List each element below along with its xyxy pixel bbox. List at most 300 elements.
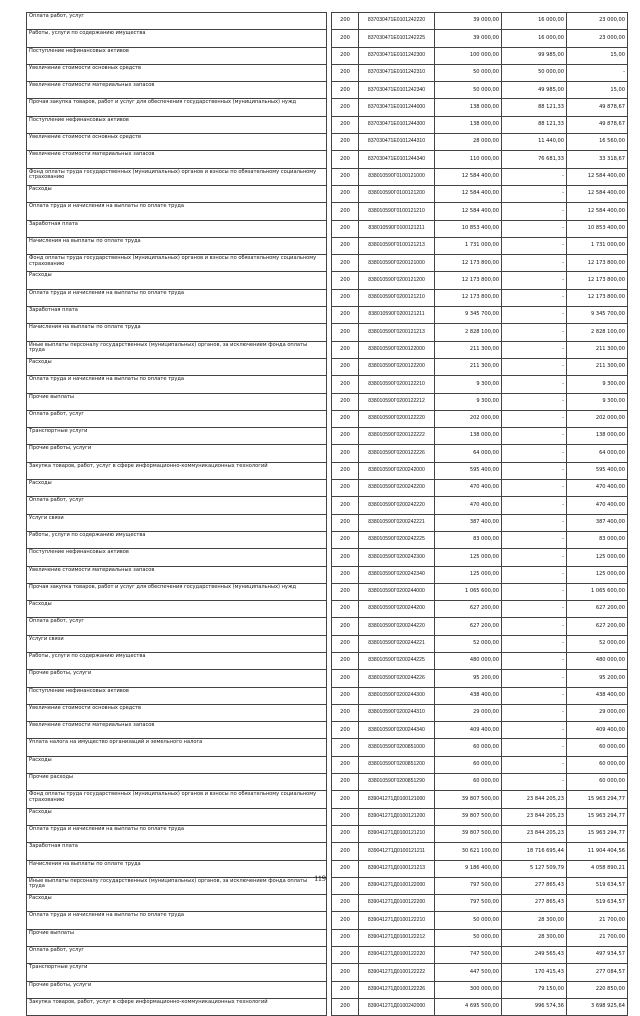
executed-amount: - <box>502 324 567 341</box>
executed-amount: - <box>502 462 567 479</box>
approved-amount: 83 000,00 <box>435 531 502 548</box>
approved-amount: 50 000,00 <box>435 929 502 946</box>
budget-code: 838010590Г0200244340 <box>359 722 435 739</box>
table-row <box>27 393 628 410</box>
budget-code: 838010590Г0200851290 <box>359 774 435 791</box>
line-code: 200 <box>332 151 359 168</box>
approved-amount: 470 400,00 <box>435 480 502 497</box>
table-row <box>27 652 628 669</box>
budget-code: 838010590Г0200121211 <box>359 307 435 324</box>
line-code: 200 <box>332 358 359 375</box>
executed-amount: - <box>502 531 567 548</box>
approved-amount: 9 186 400,00 <box>435 860 502 877</box>
line-code: 200 <box>332 947 359 964</box>
approved-amount: 125 000,00 <box>435 566 502 583</box>
budget-code: 839041271Д0100122212 <box>359 929 435 946</box>
line-code: 200 <box>332 652 359 669</box>
budget-code: 839041271Д0100121000 <box>359 791 435 808</box>
remainder-amount: 277 084,57 <box>567 964 628 981</box>
approved-amount: 438 400,00 <box>435 687 502 704</box>
row-name: Прочие работы, услуги <box>27 670 327 687</box>
executed-amount: - <box>502 445 567 462</box>
table-row <box>27 670 628 687</box>
approved-amount: 480 000,00 <box>435 652 502 669</box>
budget-code: 838010590Г0200244310 <box>359 704 435 721</box>
budget-code: 837030471Е0101244000 <box>359 99 435 116</box>
line-code: 200 <box>332 203 359 220</box>
budget-code: 837030471Е0101244340 <box>359 151 435 168</box>
remainder-amount: 595 400,00 <box>567 462 628 479</box>
executed-amount: 5 127 509,79 <box>502 860 567 877</box>
budget-code: 838010590Г0100121213 <box>359 237 435 254</box>
line-code: 200 <box>332 774 359 791</box>
approved-amount: 627 200,00 <box>435 618 502 635</box>
line-code: 200 <box>332 462 359 479</box>
row-name: Поступление нефинансовых активов <box>27 116 327 133</box>
row-name: Оплата труда и начисления на выплаты по оплате труда <box>27 289 327 306</box>
table-row <box>27 583 628 600</box>
remainder-amount: 15,00 <box>567 82 628 99</box>
approved-amount: 100 000,00 <box>435 47 502 64</box>
table-row <box>27 272 628 289</box>
remainder-amount: 138 000,00 <box>567 428 628 445</box>
row-name: Иные выплаты персоналу государственных (муниципальных) органов, за исключением фонда оплаты труда <box>27 341 327 358</box>
line-code: 200 <box>332 722 359 739</box>
row-name: Прочие работы, услуги <box>27 981 327 998</box>
row-name: Заработная плата <box>27 307 327 324</box>
executed-amount: 76 681,33 <box>502 151 567 168</box>
row-name: Увеличение стоимости материальных запасов <box>27 722 327 739</box>
budget-code: 838010590Г0200242220 <box>359 497 435 514</box>
line-code: 200 <box>332 895 359 912</box>
line-code: 200 <box>332 289 359 306</box>
remainder-amount: 470 400,00 <box>567 480 628 497</box>
row-name: Расходы <box>27 358 327 375</box>
line-code: 200 <box>332 964 359 981</box>
row-name: Оплата труда и начисления на выплаты по оплате труда <box>27 825 327 842</box>
budget-code: 838010590Г0100121210 <box>359 203 435 220</box>
budget-code: 837030471Е0101244310 <box>359 134 435 151</box>
line-code: 200 <box>332 47 359 64</box>
approved-amount: 125 000,00 <box>435 549 502 566</box>
budget-code: 838010590Г0200244226 <box>359 670 435 687</box>
table-row <box>27 566 628 583</box>
row-name: Поступление нефинансовых активов <box>27 47 327 64</box>
budget-code: 838010590Г0200851000 <box>359 739 435 756</box>
row-name: Начисления на выплаты по оплате труда <box>27 324 327 341</box>
executed-amount: - <box>502 566 567 583</box>
remainder-amount: 3 698 925,64 <box>567 998 628 1015</box>
remainder-amount: 83 000,00 <box>567 531 628 548</box>
remainder-amount: 23 000,00 <box>567 30 628 47</box>
page-number: 119 <box>314 874 326 883</box>
table-row <box>27 929 628 946</box>
remainder-amount: 4 058 890,21 <box>567 860 628 877</box>
executed-amount: 16 000,00 <box>502 13 567 30</box>
approved-amount: 60 000,00 <box>435 774 502 791</box>
approved-amount: 138 000,00 <box>435 99 502 116</box>
remainder-amount: 220 850,00 <box>567 981 628 998</box>
executed-amount: - <box>502 704 567 721</box>
budget-code: 838010590Г0200242000 <box>359 462 435 479</box>
budget-code: 838010590Г0100121000 <box>359 168 435 185</box>
approved-amount: 60 000,00 <box>435 756 502 773</box>
remainder-amount: 519 634,57 <box>567 895 628 912</box>
row-name: Фонд оплаты труда государственных (муниципальных) органов и взносы по обязательному социальному страхованию <box>27 791 327 808</box>
remainder-amount: 15,00 <box>567 47 628 64</box>
line-code: 200 <box>332 756 359 773</box>
table-row <box>27 618 628 635</box>
table-row <box>27 99 628 116</box>
row-name: Услуги связи <box>27 635 327 652</box>
row-name: Расходы <box>27 480 327 497</box>
table-row <box>27 981 628 998</box>
table-row <box>27 739 628 756</box>
table-row <box>27 307 628 324</box>
line-code: 200 <box>332 998 359 1015</box>
table-row <box>27 358 628 375</box>
budget-code: 839041271Д0100122220 <box>359 947 435 964</box>
table-row <box>27 324 628 341</box>
executed-amount: - <box>502 670 567 687</box>
table-row <box>27 462 628 479</box>
executed-amount: 50 000,00 <box>502 64 567 81</box>
row-name: Транспортные услуги <box>27 964 327 981</box>
table-row <box>27 756 628 773</box>
line-code: 200 <box>332 929 359 946</box>
executed-amount: - <box>502 635 567 652</box>
approved-amount: 202 000,00 <box>435 410 502 427</box>
table-row <box>27 134 628 151</box>
row-name: Увеличение стоимости основных средств <box>27 64 327 81</box>
remainder-amount: 21 700,00 <box>567 929 628 946</box>
line-code: 200 <box>332 601 359 618</box>
executed-amount: 11 440,00 <box>502 134 567 151</box>
approved-amount: 9 300,00 <box>435 376 502 393</box>
table-row <box>27 774 628 791</box>
approved-amount: 300 000,00 <box>435 981 502 998</box>
remainder-amount: - <box>567 64 628 81</box>
row-name: Увеличение стоимости материальных запасов <box>27 566 327 583</box>
remainder-amount: 49 878,67 <box>567 116 628 133</box>
executed-amount: - <box>502 618 567 635</box>
budget-code: 838010590Г0100121200 <box>359 185 435 202</box>
table-row <box>27 843 628 860</box>
executed-amount: - <box>502 687 567 704</box>
line-code: 200 <box>332 185 359 202</box>
line-code: 200 <box>332 393 359 410</box>
line-code: 200 <box>332 704 359 721</box>
budget-code: 837030471Е0101244300 <box>359 116 435 133</box>
remainder-amount: 519 634,57 <box>567 877 628 894</box>
budget-code: 838010590Г0200244225 <box>359 652 435 669</box>
budget-code: 838010590Г0200122212 <box>359 393 435 410</box>
row-name: Увеличение стоимости материальных запасов <box>27 151 327 168</box>
remainder-amount: 9 300,00 <box>567 376 628 393</box>
budget-code: 839041271Д0100242000 <box>359 998 435 1015</box>
remainder-amount: 33 318,67 <box>567 151 628 168</box>
table-row <box>27 825 628 842</box>
remainder-amount: 12 173 800,00 <box>567 255 628 272</box>
remainder-amount: 15 963 294,77 <box>567 791 628 808</box>
row-name: Увеличение стоимости материальных запасов <box>27 82 327 99</box>
table-row <box>27 289 628 306</box>
line-code: 200 <box>332 410 359 427</box>
budget-code: 839041271Д0100122226 <box>359 981 435 998</box>
remainder-amount: 9 345 700,00 <box>567 307 628 324</box>
line-code: 200 <box>332 30 359 47</box>
line-code: 200 <box>332 220 359 237</box>
line-code: 200 <box>332 531 359 548</box>
line-code: 200 <box>332 514 359 531</box>
line-code: 200 <box>332 912 359 929</box>
remainder-amount: 10 853 400,00 <box>567 220 628 237</box>
approved-amount: 64 000,00 <box>435 445 502 462</box>
executed-amount: 23 844 205,23 <box>502 825 567 842</box>
row-name: Прочие расходы <box>27 774 327 791</box>
table-row <box>27 601 628 618</box>
executed-amount: - <box>502 410 567 427</box>
line-code: 200 <box>332 791 359 808</box>
row-name: Оплата работ, услуг <box>27 947 327 964</box>
line-code: 200 <box>332 341 359 358</box>
approved-amount: 12 584 400,00 <box>435 168 502 185</box>
remainder-amount: 29 000,00 <box>567 704 628 721</box>
budget-code: 839041271Д0100121211 <box>359 843 435 860</box>
row-name: Увеличение стоимости основных средств <box>27 704 327 721</box>
row-name: Транспортные услуги <box>27 428 327 445</box>
executed-amount: 23 844 205,23 <box>502 808 567 825</box>
budget-code: 837030471Е0101242310 <box>359 64 435 81</box>
remainder-amount: 16 560,00 <box>567 134 628 151</box>
budget-code: 839041271Д0100122000 <box>359 877 435 894</box>
line-code: 200 <box>332 376 359 393</box>
approved-amount: 409 400,00 <box>435 722 502 739</box>
executed-amount: - <box>502 341 567 358</box>
budget-code: 839041271Д0100122210 <box>359 912 435 929</box>
approved-amount: 138 000,00 <box>435 116 502 133</box>
remainder-amount: 15 963 294,77 <box>567 825 628 842</box>
executed-amount: 49 985,00 <box>502 82 567 99</box>
table-row <box>27 168 628 185</box>
approved-amount: 1 065 600,00 <box>435 583 502 600</box>
remainder-amount: 1 731 000,00 <box>567 237 628 254</box>
table-row <box>27 30 628 47</box>
row-name: Расходы <box>27 808 327 825</box>
row-name: Заработная плата <box>27 843 327 860</box>
line-code: 200 <box>332 64 359 81</box>
executed-amount: - <box>502 774 567 791</box>
remainder-amount: 409 400,00 <box>567 722 628 739</box>
row-name: Фонд оплаты труда государственных (муниципальных) органов и взносы по обязательному социальному страхованию <box>27 168 327 185</box>
remainder-amount: 12 584 400,00 <box>567 203 628 220</box>
approved-amount: 2 828 100,00 <box>435 324 502 341</box>
table-row <box>27 376 628 393</box>
budget-code: 838010590Г0200122226 <box>359 445 435 462</box>
approved-amount: 211 300,00 <box>435 358 502 375</box>
remainder-amount: 9 300,00 <box>567 393 628 410</box>
remainder-amount: 64 000,00 <box>567 445 628 462</box>
remainder-amount: 52 000,00 <box>567 635 628 652</box>
approved-amount: 12 584 400,00 <box>435 185 502 202</box>
table-row <box>27 116 628 133</box>
budget-code: 837030471Е0101242300 <box>359 47 435 64</box>
executed-amount: - <box>502 393 567 410</box>
executed-amount: 16 000,00 <box>502 30 567 47</box>
row-name: Услуги связи <box>27 514 327 531</box>
table-row <box>27 912 628 929</box>
line-code: 200 <box>332 687 359 704</box>
approved-amount: 50 000,00 <box>435 82 502 99</box>
line-code: 200 <box>332 116 359 133</box>
budget-code: 838010590Г0200122200 <box>359 358 435 375</box>
remainder-amount: 125 000,00 <box>567 549 628 566</box>
table-row <box>27 255 628 272</box>
row-name: Прочие работы, услуги <box>27 445 327 462</box>
executed-amount: - <box>502 428 567 445</box>
approved-amount: 4 695 500,00 <box>435 998 502 1015</box>
executed-amount: - <box>502 601 567 618</box>
budget-code: 838010590Г0200121213 <box>359 324 435 341</box>
approved-amount: 39 000,00 <box>435 30 502 47</box>
budget-code: 838010590Г0200122222 <box>359 428 435 445</box>
remainder-amount: 2 828 100,00 <box>567 324 628 341</box>
table-row <box>27 480 628 497</box>
remainder-amount: 387 400,00 <box>567 514 628 531</box>
approved-amount: 39 807 500,00 <box>435 825 502 842</box>
approved-amount: 50 000,00 <box>435 64 502 81</box>
remainder-amount: 470 400,00 <box>567 497 628 514</box>
approved-amount: 28 000,00 <box>435 134 502 151</box>
approved-amount: 12 584 400,00 <box>435 203 502 220</box>
executed-amount: - <box>502 722 567 739</box>
line-code: 200 <box>332 168 359 185</box>
line-code: 200 <box>332 618 359 635</box>
remainder-amount: 211 300,00 <box>567 341 628 358</box>
budget-code: 838010590Г0200122220 <box>359 410 435 427</box>
table-row <box>27 82 628 99</box>
table-row <box>27 549 628 566</box>
approved-amount: 447 500,00 <box>435 964 502 981</box>
executed-amount: 23 844 205,23 <box>502 791 567 808</box>
row-name: Оплата работ, услуг <box>27 410 327 427</box>
approved-amount: 797 500,00 <box>435 895 502 912</box>
row-name: Прочие выплаты <box>27 929 327 946</box>
line-code: 200 <box>332 670 359 687</box>
row-name: Расходы <box>27 756 327 773</box>
line-code: 200 <box>332 843 359 860</box>
approved-amount: 9 300,00 <box>435 393 502 410</box>
line-code: 200 <box>332 272 359 289</box>
table-row <box>27 998 628 1015</box>
approved-amount: 60 000,00 <box>435 739 502 756</box>
budget-code: 839041271Д0100121210 <box>359 825 435 842</box>
row-name: Прочая закупка товаров, работ и услуг для обеспечения государственных (муниципальных) нужд <box>27 583 327 600</box>
line-code: 200 <box>332 497 359 514</box>
executed-amount: - <box>502 358 567 375</box>
approved-amount: 52 000,00 <box>435 635 502 652</box>
executed-amount: 249 565,43 <box>502 947 567 964</box>
executed-amount: - <box>502 514 567 531</box>
executed-amount: - <box>502 549 567 566</box>
budget-code: 838010590Г0200121210 <box>359 289 435 306</box>
approved-amount: 30 621 100,00 <box>435 843 502 860</box>
row-name: Начисления на выплаты по оплате труда <box>27 860 327 877</box>
table-row <box>27 203 628 220</box>
line-code: 200 <box>332 981 359 998</box>
approved-amount: 110 000,00 <box>435 151 502 168</box>
remainder-amount: 21 700,00 <box>567 912 628 929</box>
executed-amount: - <box>502 652 567 669</box>
executed-amount: - <box>502 756 567 773</box>
budget-code: 838010590Г0200242221 <box>359 514 435 531</box>
budget-code: 838010590Г0200122000 <box>359 341 435 358</box>
remainder-amount: 627 200,00 <box>567 601 628 618</box>
approved-amount: 39 807 500,00 <box>435 808 502 825</box>
executed-amount: - <box>502 376 567 393</box>
line-code: 200 <box>332 307 359 324</box>
approved-amount: 9 345 700,00 <box>435 307 502 324</box>
table-row <box>27 220 628 237</box>
executed-amount: 170 415,43 <box>502 964 567 981</box>
table-row <box>27 64 628 81</box>
row-name: Расходы <box>27 185 327 202</box>
remainder-amount: 60 000,00 <box>567 739 628 756</box>
row-name: Расходы <box>27 272 327 289</box>
row-name: Работы, услуги по содержанию имущества <box>27 531 327 548</box>
line-code: 200 <box>332 445 359 462</box>
row-name: Оплата труда и начисления на выплаты по оплате труда <box>27 912 327 929</box>
line-code: 200 <box>332 583 359 600</box>
table-row <box>27 13 628 30</box>
line-code: 200 <box>332 825 359 842</box>
budget-code: 839041271Д0100121213 <box>359 860 435 877</box>
budget-code: 838010590Г0200244220 <box>359 618 435 635</box>
remainder-amount: 438 400,00 <box>567 687 628 704</box>
line-code: 200 <box>332 324 359 341</box>
row-name: Расходы <box>27 895 327 912</box>
executed-amount: 996 574,36 <box>502 998 567 1015</box>
line-code: 200 <box>332 566 359 583</box>
executed-amount: - <box>502 289 567 306</box>
remainder-amount: 497 934,57 <box>567 947 628 964</box>
approved-amount: 387 400,00 <box>435 514 502 531</box>
remainder-amount: 480 000,00 <box>567 652 628 669</box>
budget-code: 837030471Е0101242225 <box>359 30 435 47</box>
row-name: Работы, услуги по содержанию имущества <box>27 652 327 669</box>
executed-amount: 88 121,33 <box>502 116 567 133</box>
row-name: Заработная плата <box>27 220 327 237</box>
budget-code: 838010590Г0200242225 <box>359 531 435 548</box>
row-name: Иные выплаты персоналу государственных (муниципальных) органов, за исключением фонда оплаты труда <box>27 877 327 894</box>
row-name: Оплата работ, услуг <box>27 13 327 30</box>
executed-amount: 99 985,00 <box>502 47 567 64</box>
budget-code: 838010590Г0100121211 <box>359 220 435 237</box>
table-row <box>27 722 628 739</box>
executed-amount: - <box>502 307 567 324</box>
approved-amount: 12 173 800,00 <box>435 289 502 306</box>
executed-amount: 18 716 695,44 <box>502 843 567 860</box>
remainder-amount: 23 000,00 <box>567 13 628 30</box>
table-row <box>27 895 628 912</box>
approved-amount: 1 731 000,00 <box>435 237 502 254</box>
row-name: Поступление нефинансовых активов <box>27 687 327 704</box>
remainder-amount: 12 173 800,00 <box>567 289 628 306</box>
executed-amount: - <box>502 255 567 272</box>
approved-amount: 95 200,00 <box>435 670 502 687</box>
executed-amount: - <box>502 203 567 220</box>
budget-code: 838010590Г0200242200 <box>359 480 435 497</box>
